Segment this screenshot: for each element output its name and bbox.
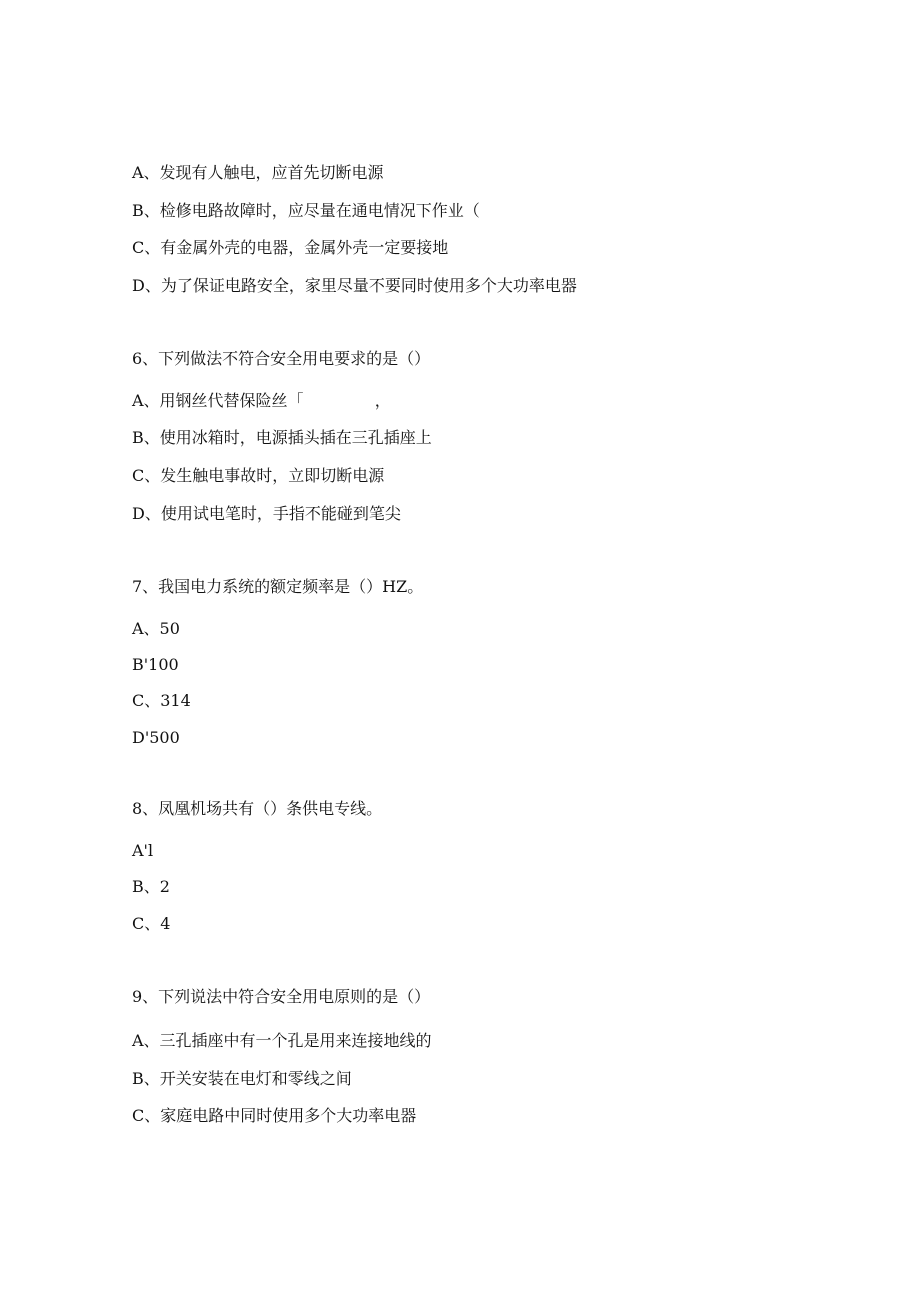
q9-option-c: C、家庭电路中同时使用多个大功率电器 <box>132 1106 417 1125</box>
q8-option-c: C、4 <box>132 914 171 933</box>
q6-option-d: D、使用试电笔时，手指不能碰到笔尖 <box>132 504 401 523</box>
q7-option-c: C、314 <box>132 691 191 710</box>
q8-question: 8、凤凰机场共有（）条供电专线。 <box>132 799 383 818</box>
q9-question: 9、下列说法中符合安全用电原则的是（） <box>132 987 431 1006</box>
q9-option-b: B、开关安装在电灯和零线之间 <box>132 1069 352 1088</box>
q6-question: 6、下列做法不符合安全用电要求的是（） <box>132 349 431 368</box>
q5-option-b: B、检修电路故障时，应尽量在通电情况下作业（ <box>132 201 480 220</box>
q8-option-b: B、2 <box>132 877 170 896</box>
q7-option-d: D'500 <box>132 728 180 747</box>
q7-question: 7、我国电力系统的额定频率是（）HZ。 <box>132 577 424 596</box>
q5-option-a: A、发现有人触电，应首先切断电源 <box>132 163 384 182</box>
q8-option-a: A'l <box>132 841 154 860</box>
q9-option-a: A、三孔插座中有一个孔是用来连接地线的 <box>132 1031 432 1050</box>
q6-option-b: B、使用冰箱时，电源插头插在三孔插座上 <box>132 428 432 447</box>
q5-option-c: C、有金属外壳的电器，金属外壳一定要接地 <box>132 238 449 257</box>
q5-option-d: D、为了保证电路安全，家里尽量不要同时使用多个大功率电器 <box>132 276 577 295</box>
q6-option-a: A、用钢丝代替保险丝「 ， <box>132 391 391 410</box>
q7-option-b: B'100 <box>132 655 179 674</box>
q6-option-c: C、发生触电事故时，立即切断电源 <box>132 466 385 485</box>
q7-option-a: A、50 <box>132 619 180 638</box>
